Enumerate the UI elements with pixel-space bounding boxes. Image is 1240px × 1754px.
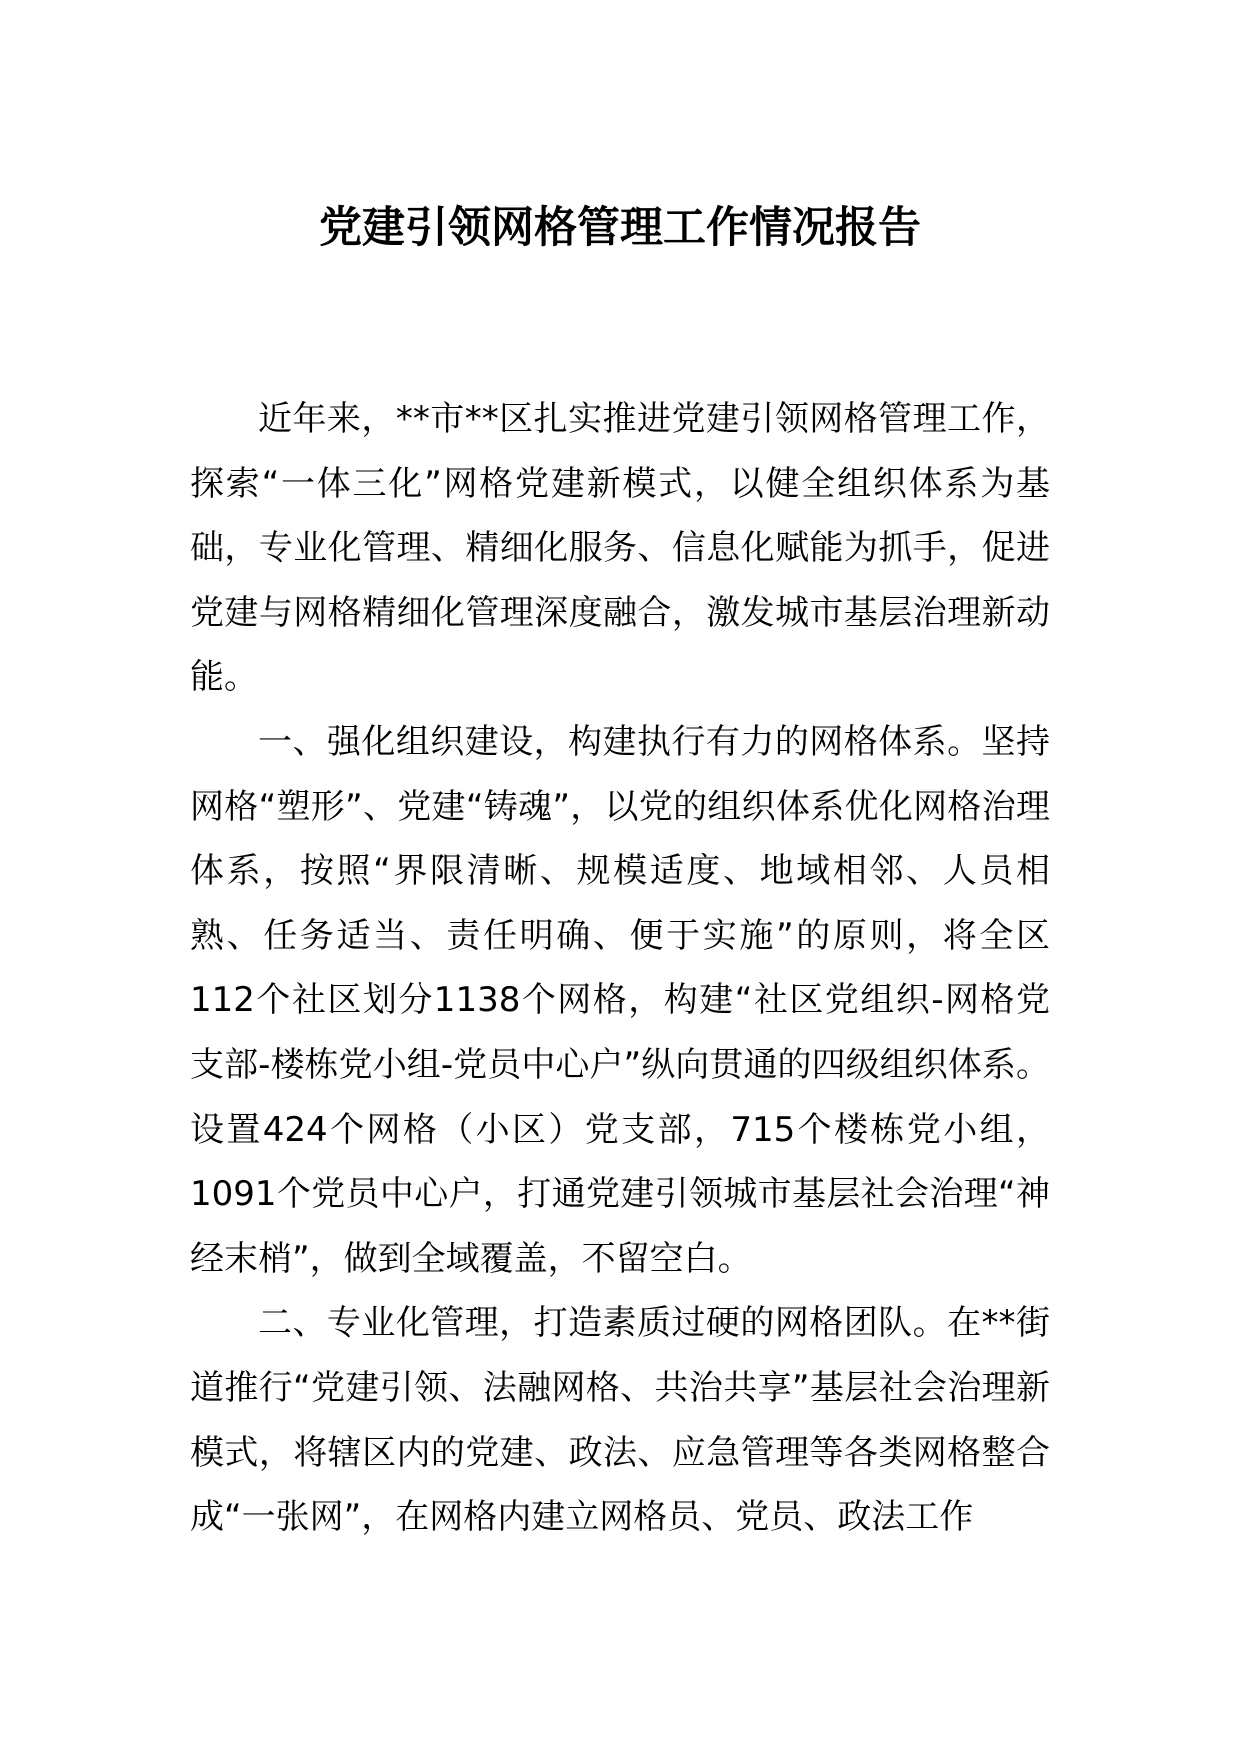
paragraph-intro: 近年来，**市**区扎实推进党建引领网格管理工作，探索“一体三化”网格党建新模式，以健全组织体系为基础，专业化管理、精细化服务、信息化赋能为抓手，促进党建与网格精细化管理深度融合，激发城市基层治理新动能。 — [190, 399, 1050, 698]
paragraph-section-one: 一、强化组织建设，构建执行有力的网格体系。坚持网格“塑形”、党建“铸魂”，以党的组织体系优化网格治理体系，按照“界限清晰、规模适度、地域相邻、人员相熟、任务适当、责任明确、便于实施”的原则，将全区112个社区划分1138个网格，构建“社区党组织-网格党支部-楼栋党小组-党员中心户”纵向贯通的四级组织体系。设置424个网格（小区）党支部，715个楼栋党小组，1091个党员中心户，打通党建引领城市基层社会治理“神经末梢”，做到全域覆盖，不留空白。 — [190, 721, 1050, 1279]
paragraph-section-two: 二、专业化管理，打造素质过硬的网格团队。在**街道推行“党建引领、法融网格、共治共享”基层社会治理新模式，将辖区内的党建、政法、应急管理等各类网格整合成“一张网”，在网格内建立网格员、党员、政法工作 — [190, 1303, 1050, 1538]
document-title: 党建引领网格管理工作情况报告 — [319, 203, 921, 253]
document-body — [190, 387, 1050, 1550]
